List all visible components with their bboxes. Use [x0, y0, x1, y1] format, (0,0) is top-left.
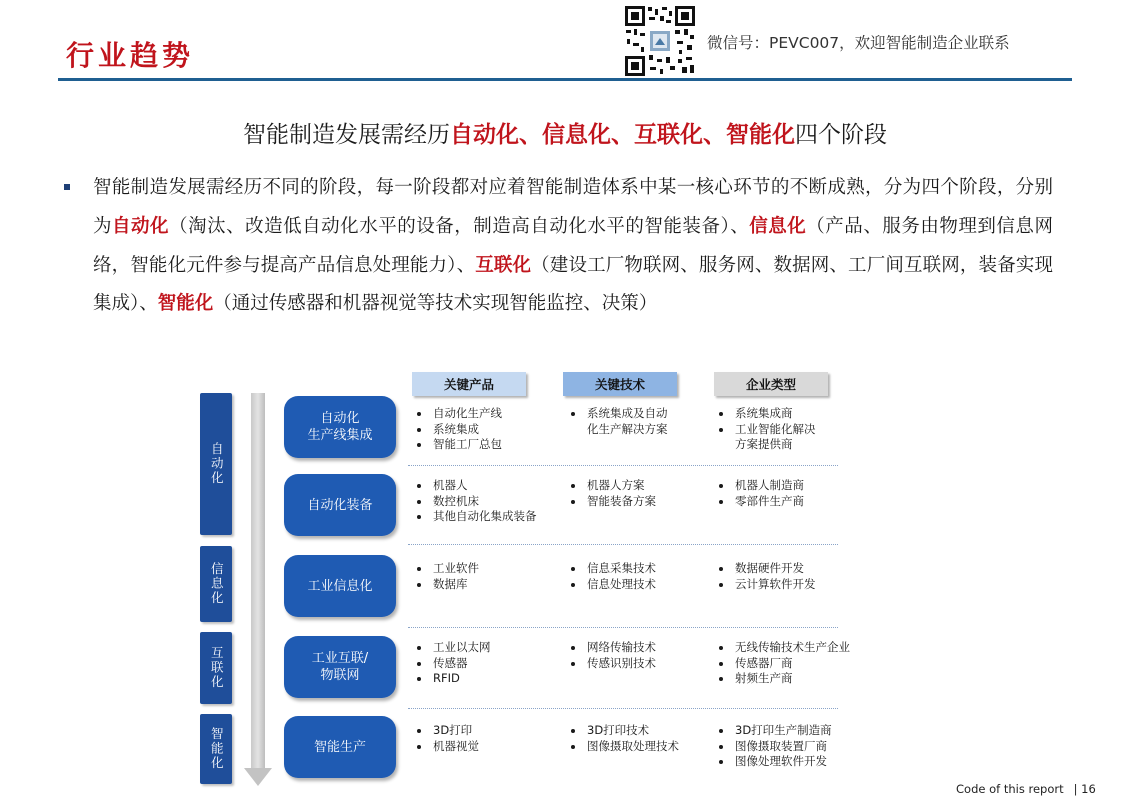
list-item: 工业软件: [412, 561, 479, 577]
stage-label: 自动化: [209, 442, 225, 486]
stage-bar-intelligence: [200, 714, 232, 784]
list-item: 系统集成: [412, 422, 502, 438]
para-text-3: （产品、服务由物理到信息网络，智能化元件参与提高产品信息处理能力）、: [93, 215, 1053, 276]
list-item: 智能工厂总包: [412, 437, 502, 453]
list-item: 零部件生产商: [714, 494, 804, 510]
list-item: 机器视觉: [412, 739, 479, 755]
company-list: [714, 561, 816, 592]
row-pill-automation-equipment: 自动化装备: [284, 474, 396, 536]
list-item: 3D打印技术: [566, 723, 679, 739]
para-highlight-1: 自动化: [112, 215, 170, 237]
company-list: [714, 640, 850, 687]
para-text-2: （淘汰、改造低自动化水平的设备，制造高自动化水平的智能装备）、: [169, 215, 750, 237]
company-list: [714, 406, 816, 453]
para-text-5: （通过传感器和机器视觉等技术实现智能监控、决策）: [213, 293, 658, 315]
list-item: 图像摄取装置厂商: [714, 739, 832, 755]
list-item: 图像摄取处理技术: [566, 739, 679, 755]
list-item: 传感器: [412, 656, 491, 672]
list-item: 3D打印: [412, 723, 479, 739]
subtitle-highlight: 自动化、信息化、互联化、智能化: [450, 122, 795, 148]
list-item: 数控机床: [412, 494, 537, 510]
wechat-contact: 微信号：PEVC007，欢迎智能制造企业联系: [707, 34, 1010, 52]
subtitle-prefix: 智能制造发展需经历: [243, 122, 450, 148]
list-item: 传感识别技术: [566, 656, 656, 672]
row-pill-industrial-iot: 工业互联/ 物联网: [284, 636, 396, 698]
para-highlight-2: 信息化: [749, 215, 807, 237]
row-pill-automation-line: 自动化 生产线集成: [284, 396, 396, 458]
technology-list: [566, 406, 668, 437]
product-list: [412, 640, 491, 687]
list-item: 机器人: [412, 478, 537, 494]
para-highlight-3: 互联化: [475, 254, 532, 276]
list-item: 数据库: [412, 577, 479, 593]
list-item: 无线传输技术生产企业: [714, 640, 850, 656]
list-item: 信息处理技术: [566, 577, 656, 593]
page-number: | 16: [1073, 782, 1096, 796]
footer-text: Code of this report: [956, 782, 1064, 796]
list-item: 网络传输技术: [566, 640, 656, 656]
product-list: [412, 723, 479, 754]
list-item: 智能装备方案: [566, 494, 656, 510]
body-paragraph: [93, 169, 1053, 324]
product-list: [412, 406, 502, 453]
column-header-key-technology: 关键技术: [563, 372, 677, 396]
row-divider: [408, 465, 838, 466]
technology-list: [566, 640, 656, 671]
stage-label: 智能化: [209, 727, 225, 771]
subtitle-suffix: 四个阶段: [795, 122, 887, 148]
qr-code-icon: [624, 5, 696, 77]
row-divider: [408, 544, 838, 545]
product-list: [412, 478, 537, 525]
list-item: 传感器厂商: [714, 656, 850, 672]
para-text-4: （建设工厂物联网、服务网、数据网、工厂间互联网，装备实现集成）、: [93, 254, 1053, 315]
stage-bar-information: [200, 546, 232, 622]
bullet-square-icon: [64, 184, 70, 190]
list-item: 数据硬件开发: [714, 561, 816, 577]
row-divider: [408, 627, 838, 628]
product-list: [412, 561, 479, 592]
stage-label: 信息化: [209, 562, 225, 606]
row-pill-smart-production: 智能生产: [284, 716, 396, 778]
company-list: [714, 723, 832, 770]
stage-label: 互联化: [209, 646, 225, 690]
header-divider: [58, 78, 1072, 81]
list-item: 系统集成商: [714, 406, 816, 422]
list-item: 机器人制造商: [714, 478, 804, 494]
technology-list: [566, 723, 679, 754]
list-item: 3D打印生产制造商: [714, 723, 832, 739]
column-header-key-products: 关键产品: [412, 372, 526, 396]
row-pill-industrial-info: 工业信息化: [284, 555, 396, 617]
list-item: 机器人方案: [566, 478, 656, 494]
technology-list: [566, 561, 656, 592]
stage-bar-interconnection: [200, 632, 232, 704]
column-header-company-type: 企业类型: [714, 372, 828, 396]
row-divider: [408, 708, 838, 709]
technology-list: [566, 478, 656, 509]
stage-bar-automation: [200, 393, 232, 535]
list-item: RFID: [412, 671, 491, 687]
para-highlight-4: 智能化: [157, 293, 214, 315]
section-title: 行业趋势: [66, 39, 195, 72]
list-item: 云计算软件开发: [714, 577, 816, 593]
company-list: [714, 478, 804, 509]
footer: [956, 782, 1096, 796]
para-text-1: 智能制造发展需经历不同的阶段，每一阶段都对应着智能制造体系中某一核心环节的不断成熟，分为四个阶段，分别为: [93, 177, 1053, 237]
arrow-down-icon: [244, 768, 272, 786]
list-item: 图像处理软件开发: [714, 754, 832, 770]
list-item: 工业以太网: [412, 640, 491, 656]
progression-arrow-shaft: [251, 393, 265, 769]
list-item: 工业智能化解决 方案提供商: [714, 422, 816, 453]
list-item: 系统集成及自动 化生产解决方案: [566, 406, 668, 437]
list-item: 其他自动化集成装备: [412, 509, 537, 525]
list-item: 射频生产商: [714, 671, 850, 687]
slide-subtitle: [0, 116, 1130, 149]
list-item: 自动化生产线: [412, 406, 502, 422]
list-item: 信息采集技术: [566, 561, 656, 577]
